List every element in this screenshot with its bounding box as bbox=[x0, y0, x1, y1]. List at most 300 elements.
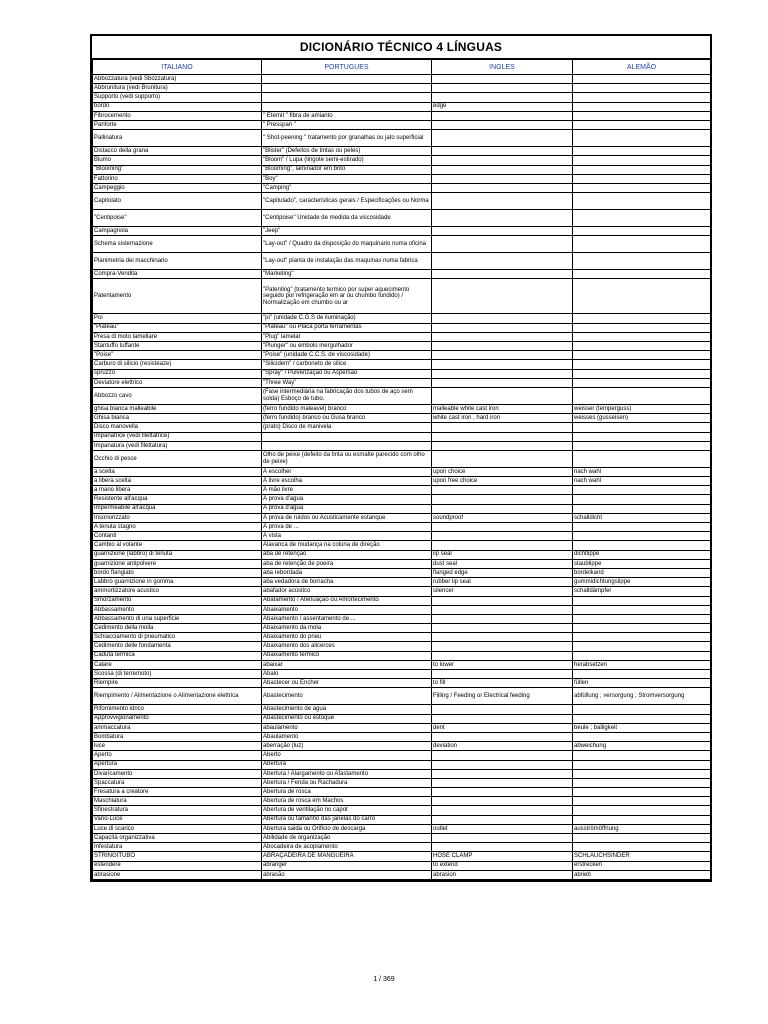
table-row bbox=[93, 130, 711, 147]
cell-portugues: "Plunger" ou embolo mergulhador bbox=[262, 342, 432, 351]
cell-portugues: À prova de ruidos ou Acusticamente estanque bbox=[262, 513, 432, 522]
cell-portugues: Abocadeira de acoplamento bbox=[262, 843, 432, 852]
cell-alemao bbox=[573, 210, 711, 227]
cell-portugues: Abilidade de organização bbox=[262, 834, 432, 843]
cell-ingles: dust seal bbox=[432, 559, 573, 568]
cell-alemao bbox=[573, 93, 711, 102]
cell-alemao bbox=[573, 193, 711, 210]
cell-alemao: weisser (temperguss) bbox=[573, 404, 711, 413]
table-row bbox=[93, 227, 711, 236]
table-row bbox=[93, 351, 711, 360]
cell-alemao bbox=[573, 751, 711, 760]
column-header-ingles: INGLES bbox=[432, 60, 573, 75]
cell-portugues: "Patenting" (tratamento termico por super aquecimento seguido por refrigeração em ar ou chumbo fundido) / Normalização em chumbo ou ar bbox=[262, 279, 432, 314]
dictionary-sheet bbox=[90, 34, 712, 882]
cell-alemao bbox=[573, 504, 711, 513]
cell-portugues: " Presspan " bbox=[262, 120, 432, 129]
cell-italiano: Scossa (di terremoto) bbox=[93, 670, 262, 679]
cell-portugues: À livre escolha bbox=[262, 477, 432, 486]
cell-ingles bbox=[432, 705, 573, 714]
cell-ingles bbox=[432, 834, 573, 843]
cell-alemao: abrieb bbox=[573, 870, 711, 879]
cell-alemao bbox=[573, 843, 711, 852]
cell-alemao bbox=[573, 441, 711, 450]
table-row bbox=[93, 441, 711, 450]
cell-italiano: Approvvigionamento bbox=[93, 714, 262, 723]
cell-alemao: gummidichtungslippe bbox=[573, 578, 711, 587]
cell-portugues: Abaixamento bbox=[262, 605, 432, 614]
cell-italiano: estendere bbox=[93, 861, 262, 870]
cell-italiano: Insonorizzato bbox=[93, 513, 262, 522]
cell-ingles bbox=[432, 183, 573, 192]
cell-alemao bbox=[573, 523, 711, 532]
cell-alemao bbox=[573, 769, 711, 778]
cell-ingles bbox=[432, 633, 573, 642]
cell-italiano: Abbrunitura (vedi Brunitura) bbox=[93, 84, 262, 93]
cell-italiano: Ghisa bianca bbox=[93, 414, 262, 423]
cell-italiano: Divaricamento bbox=[93, 769, 262, 778]
cell-portugues: Abastecimento bbox=[262, 688, 432, 705]
cell-ingles: silencer bbox=[432, 587, 573, 596]
page-number: 1 / 369 bbox=[373, 976, 395, 983]
cell-portugues: (prato) Disco de manivela bbox=[262, 423, 432, 432]
cell-italiano: Distacco della grana bbox=[93, 147, 262, 156]
cell-portugues: Aberto bbox=[262, 751, 432, 760]
table-row bbox=[93, 156, 711, 165]
table-row bbox=[93, 165, 711, 174]
cell-italiano: Apertura bbox=[93, 760, 262, 769]
header-row bbox=[93, 60, 711, 75]
table-row bbox=[93, 614, 711, 623]
cell-italiano: Maschiatura bbox=[93, 797, 262, 806]
cell-italiano: ammaccatura bbox=[93, 723, 262, 732]
column-header-italiano: ITALIANO bbox=[93, 60, 262, 75]
cell-portugues: (ferro fundido maleavel) branco bbox=[262, 404, 432, 413]
cell-alemao bbox=[573, 84, 711, 93]
cell-italiano: Schiacciamento di pneumatico bbox=[93, 633, 262, 642]
cell-alemao bbox=[573, 450, 711, 467]
table-row bbox=[93, 642, 711, 651]
cell-alemao bbox=[573, 387, 711, 404]
cell-alemao: staublippe bbox=[573, 559, 711, 568]
cell-italiano: Supporto (vedi supporto) bbox=[93, 93, 262, 102]
cell-ingles bbox=[432, 769, 573, 778]
cell-italiano: Smorzamento bbox=[93, 596, 262, 605]
cell-ingles bbox=[432, 84, 573, 93]
cell-alemao bbox=[573, 369, 711, 378]
cell-ingles bbox=[432, 147, 573, 156]
table-row bbox=[93, 714, 711, 723]
cell-ingles bbox=[432, 156, 573, 165]
table-row bbox=[93, 120, 711, 129]
table-row bbox=[93, 815, 711, 824]
cell-italiano: Rifornimento idrico bbox=[93, 705, 262, 714]
cell-ingles bbox=[432, 314, 573, 323]
cell-ingles bbox=[432, 541, 573, 550]
cell-alemao: weisses (gusseisen) bbox=[573, 414, 711, 423]
cell-alemao bbox=[573, 183, 711, 192]
cell-italiano: "Plateau" bbox=[93, 323, 262, 332]
cell-ingles bbox=[432, 236, 573, 253]
cell-alemao bbox=[573, 806, 711, 815]
cell-alemao bbox=[573, 279, 711, 314]
cell-italiano: guarnizione (labbro) di tenuta bbox=[93, 550, 262, 559]
cell-italiano: abrasione bbox=[93, 870, 262, 879]
cell-ingles: flanged edge bbox=[432, 568, 573, 577]
cell-alemao bbox=[573, 270, 711, 279]
cell-ingles bbox=[432, 670, 573, 679]
cell-ingles: abrasion bbox=[432, 870, 573, 879]
cell-portugues: "Camping" bbox=[262, 183, 432, 192]
table-row bbox=[93, 404, 711, 413]
table-row bbox=[93, 253, 711, 270]
cell-alemao bbox=[573, 102, 711, 111]
table-row bbox=[93, 843, 711, 852]
cell-alemao bbox=[573, 156, 711, 165]
cell-ingles bbox=[432, 778, 573, 787]
cell-portugues bbox=[262, 84, 432, 93]
cell-alemao: schalldämpfer bbox=[573, 587, 711, 596]
cell-italiano: Vano-Luce bbox=[93, 815, 262, 824]
cell-ingles bbox=[432, 806, 573, 815]
cell-portugues: abafador acústico bbox=[262, 587, 432, 596]
table-row bbox=[93, 486, 711, 495]
cell-ingles bbox=[432, 270, 573, 279]
cell-italiano: ammortizzatore acustico bbox=[93, 587, 262, 596]
cell-portugues: À mão livre bbox=[262, 486, 432, 495]
cell-alemao: herabsetzen bbox=[573, 660, 711, 669]
cell-ingles bbox=[432, 504, 573, 513]
cell-ingles bbox=[432, 450, 573, 467]
cell-portugues: ABRAÇADEIRA DE MANGUEIRA bbox=[262, 852, 432, 861]
cell-ingles bbox=[432, 441, 573, 450]
cell-alemao bbox=[573, 815, 711, 824]
table-row bbox=[93, 523, 711, 532]
cell-italiano: Pallinatura bbox=[93, 130, 262, 147]
cell-italiano: Cambio al volante bbox=[93, 541, 262, 550]
table-row bbox=[93, 532, 711, 541]
cell-ingles: HOSE CLAMP bbox=[432, 852, 573, 861]
cell-portugues bbox=[262, 441, 432, 450]
table-row bbox=[93, 751, 711, 760]
cell-portugues: "Plateau" ou Placa porta ferramentas bbox=[262, 323, 432, 332]
cell-portugues: "Three Way" bbox=[262, 378, 432, 387]
cell-ingles bbox=[432, 423, 573, 432]
cell-alemao bbox=[573, 760, 711, 769]
cell-alemao: nach wahl bbox=[573, 477, 711, 486]
cell-alemao: ausströmöffnung bbox=[573, 824, 711, 833]
cell-alemao bbox=[573, 532, 711, 541]
cell-portugues: "Silicidem" / carboneto de silice bbox=[262, 360, 432, 369]
table-row bbox=[93, 147, 711, 156]
cell-ingles bbox=[432, 751, 573, 760]
cell-italiano: ghisa bianca malleabile bbox=[93, 404, 262, 413]
cell-alemao bbox=[573, 174, 711, 183]
cell-alemao: abweichung bbox=[573, 742, 711, 751]
cell-portugues bbox=[262, 75, 432, 84]
table-row bbox=[93, 806, 711, 815]
cell-portugues: Abertura / Alargamento ou Afastamento bbox=[262, 769, 432, 778]
cell-alemao: dichtlippe bbox=[573, 550, 711, 559]
cell-portugues bbox=[262, 93, 432, 102]
cell-italiano: Planimetria dei macchinario bbox=[93, 253, 262, 270]
table-row bbox=[93, 852, 711, 861]
table-row bbox=[93, 102, 711, 111]
cell-italiano: STRINGITUBO bbox=[93, 852, 262, 861]
cell-italiano: Presa di moto lamellare bbox=[93, 332, 262, 341]
table-row bbox=[93, 93, 711, 102]
cell-italiano: bordo flangiato bbox=[93, 568, 262, 577]
cell-portugues: À vista bbox=[262, 532, 432, 541]
cell-alemao bbox=[573, 651, 711, 660]
table-row bbox=[93, 360, 711, 369]
cell-italiano: Carburo di silicio (resisteaze) bbox=[93, 360, 262, 369]
cell-portugues: À prova d'agua bbox=[262, 504, 432, 513]
cell-alemao bbox=[573, 788, 711, 797]
cell-italiano: Panforte bbox=[93, 120, 262, 129]
cell-italiano: Contanti bbox=[93, 532, 262, 541]
cell-ingles: white cast iron , hard iron bbox=[432, 414, 573, 423]
cell-italiano: guarnizione antipolvere bbox=[93, 559, 262, 568]
cell-portugues: Olho de peixe (defeito da tinta ou esmalte parecido com olho de peixe) bbox=[262, 450, 432, 467]
table-row bbox=[93, 568, 711, 577]
cell-italiano: Caduta termica bbox=[93, 651, 262, 660]
cell-ingles: rubber lip seal bbox=[432, 578, 573, 587]
table-row bbox=[93, 870, 711, 879]
cell-portugues: Abalo bbox=[262, 670, 432, 679]
cell-ingles bbox=[432, 130, 573, 147]
table-row bbox=[93, 323, 711, 332]
cell-portugues: À prova d'agua bbox=[262, 495, 432, 504]
cell-portugues: (ferro fundido) branco ou Gusa branco bbox=[262, 414, 432, 423]
cell-portugues: aberração (luz) bbox=[262, 742, 432, 751]
table-row bbox=[93, 578, 711, 587]
cell-portugues bbox=[262, 432, 432, 441]
table-row bbox=[93, 75, 711, 84]
table-row bbox=[93, 342, 711, 351]
table-row bbox=[93, 651, 711, 660]
cell-ingles bbox=[432, 75, 573, 84]
cell-portugues: Abaixamento do pneu bbox=[262, 633, 432, 642]
table-row bbox=[93, 432, 711, 441]
table-row bbox=[93, 670, 711, 679]
cell-italiano: Poi bbox=[93, 314, 262, 323]
cell-alemao bbox=[573, 797, 711, 806]
cell-ingles bbox=[432, 360, 573, 369]
cell-portugues: " Eternit " fibra de amianto bbox=[262, 111, 432, 120]
table-row bbox=[93, 183, 711, 192]
cell-portugues: Abertura / Fenda ou Rachadura bbox=[262, 778, 432, 787]
cell-alemao bbox=[573, 236, 711, 253]
cell-portugues: À escolher bbox=[262, 467, 432, 476]
cell-ingles: deviation bbox=[432, 742, 573, 751]
cell-italiano: Cedimento della molla bbox=[93, 624, 262, 633]
cell-portugues: "Centipoise" Unidade de medida da viscosidade bbox=[262, 210, 432, 227]
cell-alemao bbox=[573, 147, 711, 156]
cell-portugues: Abaixamento dos alicerces bbox=[262, 642, 432, 651]
cell-ingles: edge bbox=[432, 102, 573, 111]
table-row bbox=[93, 559, 711, 568]
cell-ingles bbox=[432, 815, 573, 824]
cell-italiano: bordo bbox=[93, 102, 262, 111]
cell-italiano: Impanatura (vedi filettatura) bbox=[93, 441, 262, 450]
cell-ingles bbox=[432, 614, 573, 623]
cell-portugues: Abertura ou tamanho das janelas do carro bbox=[262, 815, 432, 824]
cell-ingles bbox=[432, 532, 573, 541]
cell-ingles: upon free choice bbox=[432, 477, 573, 486]
table-row bbox=[93, 778, 711, 787]
cell-ingles bbox=[432, 111, 573, 120]
cell-portugues: aba de retenção bbox=[262, 550, 432, 559]
cell-italiano: Riempimento / Alimentazione o Alimentazione elettrica bbox=[93, 688, 262, 705]
cell-portugues: "Jeep" bbox=[262, 227, 432, 236]
table-row bbox=[93, 495, 711, 504]
cell-italiano: Impermeabile all'acqua bbox=[93, 504, 262, 513]
cell-italiano: Spaccatura bbox=[93, 778, 262, 787]
table-row bbox=[93, 314, 711, 323]
table-row bbox=[93, 270, 711, 279]
cell-ingles: to extend bbox=[432, 861, 573, 870]
cell-ingles bbox=[432, 605, 573, 614]
cell-italiano: Abbassamento di una superficie bbox=[93, 614, 262, 623]
cell-portugues: "Lay-out" planta de instalação das maquinas numa fabrica bbox=[262, 253, 432, 270]
cell-portugues: aba vedadora de borracha bbox=[262, 578, 432, 587]
cell-italiano: A tenuta stagno bbox=[93, 523, 262, 532]
table-row bbox=[93, 797, 711, 806]
cell-portugues: "Spray" / Pulverização ou Aspersão bbox=[262, 369, 432, 378]
cell-italiano: Occhio di pesce bbox=[93, 450, 262, 467]
cell-alemao bbox=[573, 732, 711, 741]
cell-ingles bbox=[432, 788, 573, 797]
cell-ingles bbox=[432, 732, 573, 741]
cell-ingles: to fill bbox=[432, 679, 573, 688]
cell-italiano: Capacità organizzativa bbox=[93, 834, 262, 843]
cell-ingles: to lower bbox=[432, 660, 573, 669]
cell-portugues: Abastecimento de agua bbox=[262, 705, 432, 714]
cell-alemao bbox=[573, 486, 711, 495]
cell-alemao bbox=[573, 495, 711, 504]
cell-ingles bbox=[432, 323, 573, 332]
cell-italiano: Bombatura bbox=[93, 732, 262, 741]
table-row bbox=[93, 723, 711, 732]
cell-ingles bbox=[432, 120, 573, 129]
cell-portugues: Abertura saida ou Orificio de descarga bbox=[262, 824, 432, 833]
cell-portugues: Abertura de rosca em Machos bbox=[262, 797, 432, 806]
cell-italiano: Stantuffo tuffante bbox=[93, 342, 262, 351]
table-row bbox=[93, 834, 711, 843]
cell-alemao bbox=[573, 596, 711, 605]
cell-italiano: "Centipoise" bbox=[93, 210, 262, 227]
cell-alemao: bordelkand bbox=[573, 568, 711, 577]
cell-alemao: beule ; balligkeit bbox=[573, 723, 711, 732]
cell-alemao bbox=[573, 378, 711, 387]
cell-alemao bbox=[573, 332, 711, 341]
table-row bbox=[93, 193, 711, 210]
cell-italiano: Patentamento bbox=[93, 279, 262, 314]
cell-alemao: SCHLAUCHSINDER bbox=[573, 852, 711, 861]
cell-portugues: "Boy" bbox=[262, 174, 432, 183]
cell-portugues: "Blister" (Defeitos de tintas ou peles) bbox=[262, 147, 432, 156]
cell-alemao bbox=[573, 670, 711, 679]
cell-italiano: Blumo bbox=[93, 156, 262, 165]
cell-ingles bbox=[432, 378, 573, 387]
cell-alemao bbox=[573, 834, 711, 843]
cell-portugues: (Fase intermediária na fabricação dos tubos de aço sem solda) Esboço de tubo. bbox=[262, 387, 432, 404]
cell-italiano: Resistente all'acqua bbox=[93, 495, 262, 504]
cell-portugues: aba rebordada bbox=[262, 568, 432, 577]
dictionary-table bbox=[92, 59, 711, 880]
table-row bbox=[93, 174, 711, 183]
cell-ingles bbox=[432, 387, 573, 404]
cell-portugues bbox=[262, 102, 432, 111]
table-row bbox=[93, 210, 711, 227]
cell-portugues: Abastecer ou Encher bbox=[262, 679, 432, 688]
cell-italiano: a scelta bbox=[93, 467, 262, 476]
cell-portugues: "Poise" (unidade C.C.S. de viscosidade) bbox=[262, 351, 432, 360]
cell-ingles bbox=[432, 93, 573, 102]
document-title: DICIONÁRIO TÉCNICO 4 LÍNGUAS bbox=[92, 36, 710, 59]
cell-italiano: Abbozzatura (vedi Sbozzatura) bbox=[93, 75, 262, 84]
cell-italiano: Impanatrice (vedi filettatrice) bbox=[93, 432, 262, 441]
cell-ingles: upon choice bbox=[432, 467, 573, 476]
table-row bbox=[93, 423, 711, 432]
cell-ingles bbox=[432, 369, 573, 378]
table-row bbox=[93, 732, 711, 741]
cell-portugues: "Bloom" / Lupa (lingote semi-estirado) bbox=[262, 156, 432, 165]
cell-portugues: Abastecimento ou estoque bbox=[262, 714, 432, 723]
cell-ingles: Filling / Feeding or Electrical feeding bbox=[432, 688, 573, 705]
cell-ingles bbox=[432, 714, 573, 723]
cell-italiano: Deviatore elettrico bbox=[93, 378, 262, 387]
table-row bbox=[93, 550, 711, 559]
cell-ingles bbox=[432, 642, 573, 651]
cell-portugues: " Shot-peening " tratamento por granalhas ou jato superficial bbox=[262, 130, 432, 147]
cell-italiano: luce bbox=[93, 742, 262, 751]
cell-ingles bbox=[432, 279, 573, 314]
table-row bbox=[93, 742, 711, 751]
cell-portugues: "Capitulado", caracteristicas gerais / Especificações ou Norma bbox=[262, 193, 432, 210]
cell-italiano: a libera scelta bbox=[93, 477, 262, 486]
cell-ingles bbox=[432, 523, 573, 532]
table-row bbox=[93, 633, 711, 642]
cell-alemao bbox=[573, 351, 711, 360]
cell-portugues: abranger bbox=[262, 861, 432, 870]
cell-italiano: Campagnola bbox=[93, 227, 262, 236]
table-row bbox=[93, 679, 711, 688]
cell-italiano: Fibrocemento bbox=[93, 111, 262, 120]
cell-alemao bbox=[573, 130, 711, 147]
table-row bbox=[93, 760, 711, 769]
cell-ingles bbox=[432, 227, 573, 236]
cell-ingles: soundproof bbox=[432, 513, 573, 522]
table-row bbox=[93, 467, 711, 476]
cell-ingles bbox=[432, 495, 573, 504]
cell-italiano: Calare bbox=[93, 660, 262, 669]
cell-ingles bbox=[432, 342, 573, 351]
table-row bbox=[93, 369, 711, 378]
cell-italiano: Cedimento delle fondamenta bbox=[93, 642, 262, 651]
cell-alemao: füllen bbox=[573, 679, 711, 688]
cell-portugues: Abaixamento da mola bbox=[262, 624, 432, 633]
cell-italiano: "Poise" bbox=[93, 351, 262, 360]
table-row bbox=[93, 605, 711, 614]
cell-alemao bbox=[573, 314, 711, 323]
cell-italiano: a mano libera bbox=[93, 486, 262, 495]
cell-ingles bbox=[432, 351, 573, 360]
cell-portugues: aba de retenção de poeira bbox=[262, 559, 432, 568]
cell-italiano: Abbozzo cavo bbox=[93, 387, 262, 404]
cell-portugues: Abertura bbox=[262, 760, 432, 769]
